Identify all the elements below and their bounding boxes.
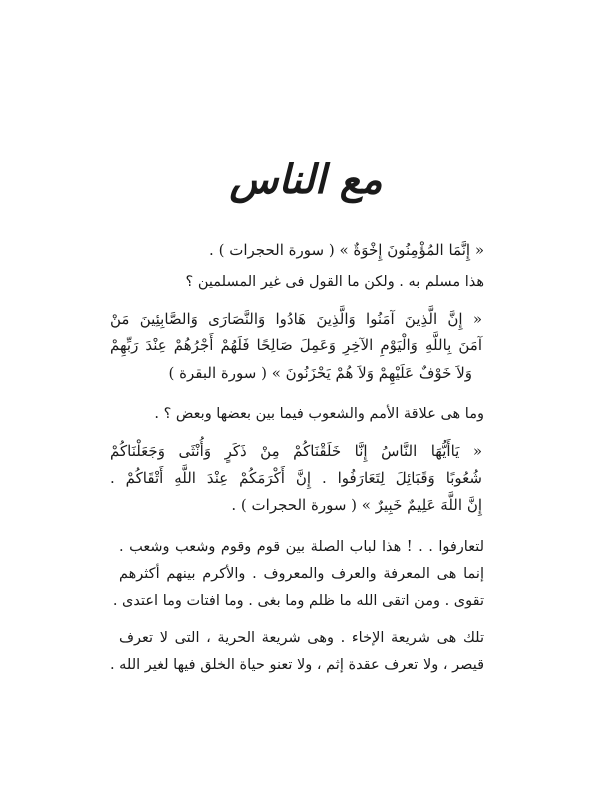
verse-line-7: إِنَّ اللَّهَ عَلِيمٌ خَبِيرٌ » ( سورة الحجرات ) . [231,496,482,514]
text-line-5: تقوى . ومن اتقى الله ما ظلم وما بغى . وما افتات وما اعتدى . [112,593,484,609]
text-line-1: هذا مسلم به . ولكن ما القول فى غير المسلمين ؟ [185,274,484,290]
verse-line-3: آمَنَ بِاللَّهِ وَالْيَوْمِ الآخِرِ وَعَمِلَ صَالِحًا فَلَهُمْ أَجْرُهُمْ عِنْدَ رَبِّهِمْ [110,336,482,354]
verse-line-2: « إِنَّ الَّذِينَ آمَنُوا وَالَّذِينَ هَادُوا وَالنَّصَارَى وَالصَّابِئِينَ مَنْ [110,310,482,328]
verse-line-6: شُعُوبًا وَقَبَائِلَ لِتَعَارَفُوا . إِنَّ أَكْرَمَكُمْ عِنْدَ اللَّهِ أَتْقَاكُمْ . [110,469,482,487]
verse-line-1: « إِنَّمَا المُؤْمِنُونَ إِخْوَةٌ » ( سورة الحجرات ) . [209,241,484,259]
text-line-4: إنما هى المعرفة والعرف والمعروف . والأكرم بينهم أكثرهم [119,566,484,582]
text-line-3: لتعارفوا . . ! هذا لباب الصلة بين قوم وقوم وشعب وشعب . [119,539,484,555]
page-title: مع الناس [229,156,383,203]
text-line-6: تلك هى شريعة الإخاء . وهى شريعة الحرية ، التى لا تعرف [119,630,484,646]
verse-line-4: وَلاَ خَوْفٌ عَلَيْهِمْ وَلاَ هُمْ يَحْزَنُونَ » ( سورة البقرة ) [168,364,472,382]
text-line-2: وما هى علاقة الأمم والشعوب فيما بين بعضها وبعض ؟ . [154,406,484,422]
text-line-7: قيصر ، ولا تعرف عقدة إثم ، ولا تعنو حياة الخلق فيها لغير الله . [109,657,484,673]
verse-line-5: « يَاأَيُّهَا النَّاسُ إِنَّا خَلَقْنَاكُمْ مِنْ ذَكَرٍ وَأُنْثَى وَجَعَلْنَاكُمْ [110,442,482,460]
